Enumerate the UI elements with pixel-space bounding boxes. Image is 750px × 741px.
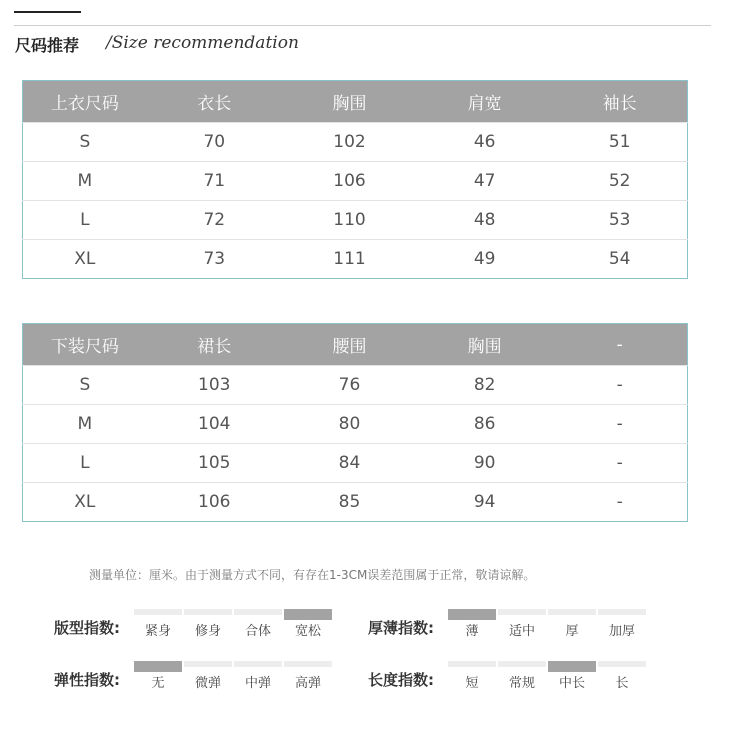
top-size-table [22,80,688,279]
scale-bar [498,661,546,667]
thickness-index-label: 厚薄指数: [368,619,434,637]
column-header: 胸围 [417,324,552,366]
scale-option-label: 薄 [465,624,479,639]
length-index-label: 长度指数: [368,671,434,689]
scale-bar [598,661,646,667]
table-cell: - [552,405,687,444]
elasticity-index-scale [134,661,332,691]
scale-bar [448,609,496,620]
table-cell: 70 [147,123,282,162]
table-cell: S [23,123,147,162]
header-accent-bar [14,11,81,13]
table-cell: S [23,366,147,405]
scale-option-label: 厚 [565,624,579,639]
table-cell: - [552,483,687,522]
scale-option [234,609,282,639]
scale-option-label: 修身 [194,624,221,639]
table-row [23,162,688,201]
scale-bar [234,661,282,667]
scale-bar [498,609,546,615]
table-cell: 94 [417,483,552,522]
scale-option [284,609,332,639]
fit-index-label: 版型指数: [54,619,120,637]
scale-option-label: 宽松 [294,624,321,639]
scale-bar [134,609,182,615]
column-header: 上衣尺码 [23,81,147,123]
table-cell: 84 [282,444,417,483]
scale-bar [598,609,646,615]
table-cell: M [23,162,147,201]
scale-option-label: 中长 [558,676,585,691]
table-cell: 54 [552,240,687,279]
column-header: 下装尺码 [23,324,147,366]
table-cell: 52 [552,162,687,201]
table-cell: 106 [147,483,282,522]
scale-option-label: 紧身 [144,624,171,639]
thickness-index-scale [448,609,646,639]
scale-option-label: 短 [465,676,479,691]
scale-option-label: 常规 [508,676,535,691]
scale-option [234,661,282,691]
column-header: 袖长 [552,81,687,123]
scale-option-label: 长 [615,676,629,691]
table-cell: 76 [282,366,417,405]
table-row [23,405,688,444]
table-cell: 51 [552,123,687,162]
table-cell: 53 [552,201,687,240]
table-cell: XL [23,240,147,279]
table-row [23,123,688,162]
scale-option [598,609,646,639]
column-header: 胸围 [282,81,417,123]
scale-bar [184,661,232,667]
scale-option-label: 高弹 [294,676,321,691]
table-cell: 111 [282,240,417,279]
scale-bar [284,609,332,620]
column-header: 腰围 [282,324,417,366]
table-cell: 104 [147,405,282,444]
column-header: 衣长 [147,81,282,123]
table-cell: 46 [417,123,552,162]
table-row [23,483,688,522]
scale-option [548,609,596,639]
table-cell: 102 [282,123,417,162]
section-title-cn: 尺码推荐 [15,36,80,55]
section-title-en: /Size recommendation [106,33,299,53]
table-cell: 106 [282,162,417,201]
scale-bar [548,609,596,615]
scale-option-label: 中弹 [244,676,271,691]
table-cell: - [552,366,687,405]
table-cell: 85 [282,483,417,522]
scale-option [598,661,646,691]
header-divider [14,25,711,26]
table-cell: L [23,444,147,483]
table-row [23,366,688,405]
scale-option-label: 无 [151,676,165,691]
scale-option-label: 加厚 [608,624,635,639]
table-cell: 48 [417,201,552,240]
table-cell: 73 [147,240,282,279]
table-cell: XL [23,483,147,522]
table-cell: - [552,444,687,483]
scale-option [134,661,182,691]
scale-bar [134,661,182,672]
table-header-row [23,324,688,366]
scale-option-label: 微弹 [194,676,221,691]
scale-bar [184,609,232,615]
scale-bar [448,661,496,667]
column-header: 肩宽 [417,81,552,123]
scale-option [548,661,596,691]
column-header: - [552,324,687,366]
column-header: 裙长 [147,324,282,366]
scale-option [184,609,232,639]
table-cell: 47 [417,162,552,201]
table-cell: 49 [417,240,552,279]
scale-option [284,661,332,691]
table-cell: 80 [282,405,417,444]
scale-option-label: 适中 [508,624,535,639]
table-cell: 110 [282,201,417,240]
table-cell: 72 [147,201,282,240]
bottom-size-table [22,323,688,522]
table-cell: 82 [417,366,552,405]
elasticity-index-label: 弹性指数: [54,671,120,689]
table-cell: 103 [147,366,282,405]
table-cell: 71 [147,162,282,201]
scale-option-label: 合体 [244,624,271,639]
fit-index-scale [134,609,332,639]
scale-option [448,661,496,691]
length-index-scale [448,661,646,691]
table-row [23,201,688,240]
scale-option [184,661,232,691]
table-cell: L [23,201,147,240]
table-row [23,444,688,483]
table-row [23,240,688,279]
table-cell: 105 [147,444,282,483]
table-cell: M [23,405,147,444]
scale-option [498,661,546,691]
measurement-note: 测量单位：厘米。由于测量方式不同，有存在1-3CM误差范围属于正常，敬请谅解。 [89,568,536,582]
table-header-row [23,81,688,123]
scale-bar [548,661,596,672]
table-cell: 86 [417,405,552,444]
table-cell: 90 [417,444,552,483]
scale-bar [284,661,332,667]
scale-option [498,609,546,639]
scale-option [134,609,182,639]
scale-option [448,609,496,639]
scale-bar [234,609,282,615]
